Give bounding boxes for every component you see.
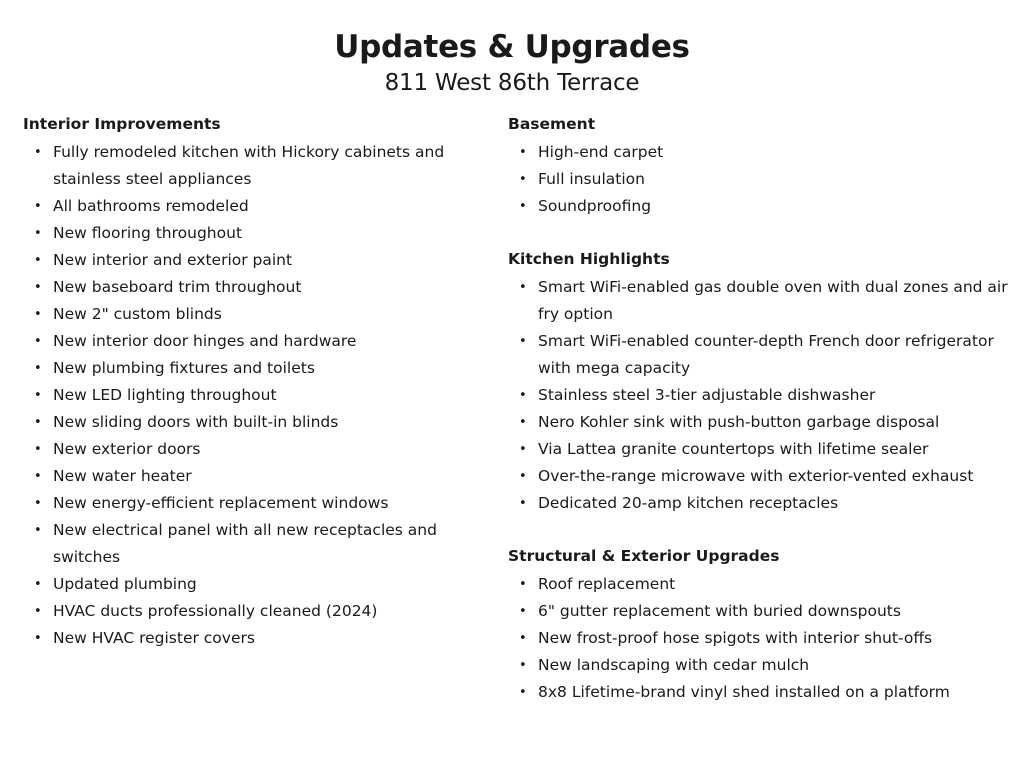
structural-exterior-section (508, 544, 1008, 706)
list-item: • Over-the-range microwave with exterior-vented exhaust (508, 463, 1008, 490)
kitchen-highlights-list (508, 274, 1008, 517)
list-item: • New LED lighting throughout (23, 382, 488, 409)
interior-improvements-list (23, 139, 488, 652)
right-column (508, 112, 1008, 733)
list-item: • High-end carpet (508, 139, 1008, 166)
page-header (0, 28, 1024, 100)
list-item: • New flooring throughout (23, 220, 488, 247)
list-item: • 6" gutter replacement with buried downspouts (508, 598, 1008, 625)
list-item: • New interior and exterior paint (23, 247, 488, 274)
list-item: • New interior door hinges and hardware (23, 328, 488, 355)
list-item: • Soundproofing (508, 193, 1008, 220)
section-title: Structural & Exterior Upgrades (508, 547, 780, 565)
kitchen-highlights-section (508, 247, 1008, 517)
list-item: • Nero Kohler sink with push-button garbage disposal (508, 409, 1008, 436)
structural-exterior-list (508, 571, 1008, 706)
list-item: • All bathrooms remodeled (23, 193, 488, 220)
list-item: • New 2" custom blinds (23, 301, 488, 328)
basement-section (508, 112, 1008, 220)
page-title: Updates & Upgrades (334, 29, 690, 65)
section-title: Kitchen Highlights (508, 250, 670, 268)
section-title: Interior Improvements (23, 115, 221, 133)
list-item: • New exterior doors (23, 436, 488, 463)
property-address: 811 West 86th Terrace (384, 70, 640, 96)
list-item: • Full insulation (508, 166, 1008, 193)
list-item: • Roof replacement (508, 571, 1008, 598)
list-item: • New baseboard trim throughout (23, 274, 488, 301)
list-item: • New sliding doors with built-in blinds (23, 409, 488, 436)
list-item: • New frost-proof hose spigots with interior shut-offs (508, 625, 1008, 652)
list-item: • Fully remodeled kitchen with Hickory cabinets and stainless steel appliances (23, 139, 488, 193)
basement-list (508, 139, 1008, 220)
list-item: • Dedicated 20-amp kitchen receptacles (508, 490, 1008, 517)
list-item: • HVAC ducts professionally cleaned (2024) (23, 598, 488, 625)
list-item: • 8x8 Lifetime-brand vinyl shed installed on a platform (508, 679, 1008, 706)
list-item: • New water heater (23, 463, 488, 490)
list-item: • Updated plumbing (23, 571, 488, 598)
list-item: • New HVAC register covers (23, 625, 488, 652)
list-item: • Smart WiFi-enabled counter-depth French door refrigerator with mega capacity (508, 328, 1008, 382)
list-item: • New plumbing fixtures and toilets (23, 355, 488, 382)
list-item: • Smart WiFi-enabled gas double oven with dual zones and air fry option (508, 274, 1008, 328)
list-item: • Via Lattea granite countertops with lifetime sealer (508, 436, 1008, 463)
list-item: • Stainless steel 3-tier adjustable dishwasher (508, 382, 1008, 409)
list-item: • New energy-efficient replacement windows (23, 490, 488, 517)
list-item: • New electrical panel with all new receptacles and switches (23, 517, 488, 571)
list-item: • New landscaping with cedar mulch (508, 652, 1008, 679)
left-column (23, 112, 488, 679)
section-title: Basement (508, 115, 596, 133)
interior-improvements-section (23, 112, 488, 652)
